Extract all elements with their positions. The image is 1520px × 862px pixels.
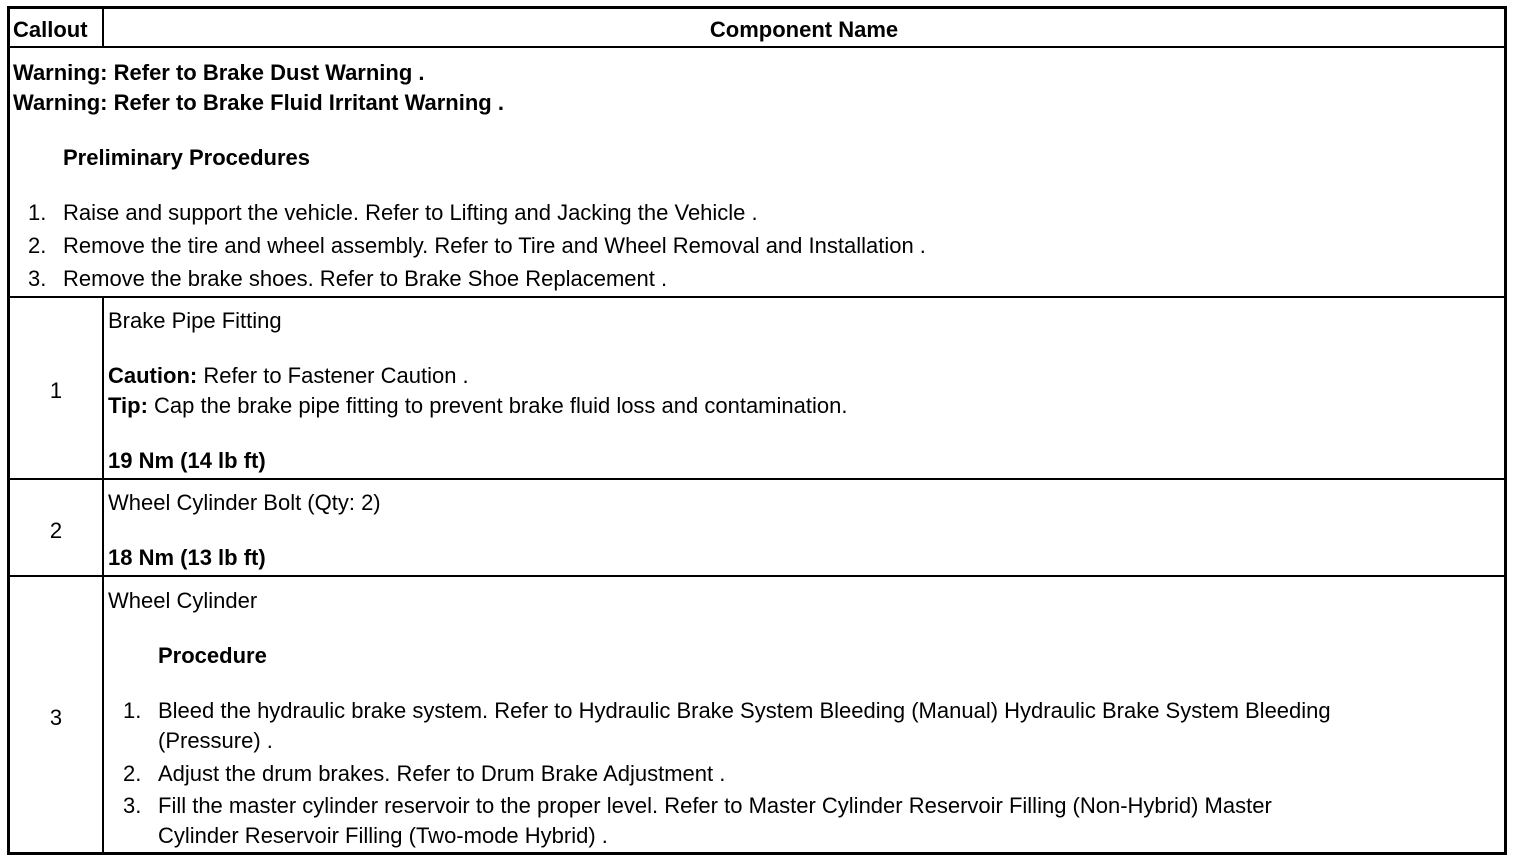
header-component-name: Component Name [709,17,899,42]
procedure-step-text: Adjust the drum brakes. Refer to Drum Brake Adjustment . [158,761,726,786]
header-callout: Callout [13,17,88,42]
preliminary-procedures-title: Preliminary Procedures [63,145,311,170]
tip-text: Cap the brake pipe fitting to prevent brake fluid loss and contamination. [147,393,848,418]
prelim-step-text: Raise and support the vehicle. Refer to Lifting and Jacking the Vehicle . [63,200,758,225]
row-rule [10,478,1504,480]
procedure-table [7,6,1507,855]
prelim-step-number: 3. [28,266,47,291]
tip-line [108,391,847,421]
row-rule [10,575,1504,577]
prelim-step-number: 1. [28,200,47,225]
prelim-step-number: 2. [28,233,47,258]
warning-brake-dust [13,58,425,88]
header-divider [102,9,104,47]
prelim-step-text: Remove the tire and wheel assembly. Refer to Tire and Wheel Removal and Installation . [63,233,926,258]
warning-text: Refer to Brake Dust Warning . [113,60,425,85]
caution-text: Refer to Fastener Caution . [197,363,469,388]
procedure-step-text: Fill the master cylinder reservoir to the proper level. Refer to Master Cylinder Reservoir Filling (Non-Hybrid) Master [158,793,1272,818]
callout-number: 1 [49,378,63,403]
warning-label: Warning: [13,90,108,115]
procedure-step-number: 2. [123,761,142,786]
procedure-step-number: 3. [123,793,142,818]
torque-spec: 18 Nm (13 lb ft) [108,545,266,570]
procedure-step-text: Cylinder Reservoir Filling (Two-mode Hybrid) . [158,823,608,848]
procedure-step-text: Bleed the hydraulic brake system. Refer to Hydraulic Brake System Bleeding (Manual) Hydraulic Brake System Bleeding [158,698,1331,723]
procedure-title: Procedure [158,643,267,668]
procedure-step-text: (Pressure) . [158,728,273,753]
prelim-step-text: Remove the brake shoes. Refer to Brake Shoe Replacement . [63,266,668,291]
tip-label: Tip: [108,393,148,418]
component-name: Brake Pipe Fitting [108,308,282,333]
header-rule [10,46,1504,48]
warning-text: Refer to Brake Fluid Irritant Warning . [113,90,504,115]
torque-spec: 19 Nm (14 lb ft) [108,448,266,473]
intro-rule [10,296,1504,298]
caution-label: Caution: [108,363,198,388]
warning-brake-fluid [13,88,504,118]
procedure-step-number: 1. [123,698,142,723]
component-name: Wheel Cylinder [108,588,258,613]
callout-number: 3 [49,705,63,730]
warning-label: Warning: [13,60,108,85]
component-name: Wheel Cylinder Bolt (Qty: 2) [108,490,381,515]
caution-line [108,361,469,391]
callout-number: 2 [49,518,63,543]
